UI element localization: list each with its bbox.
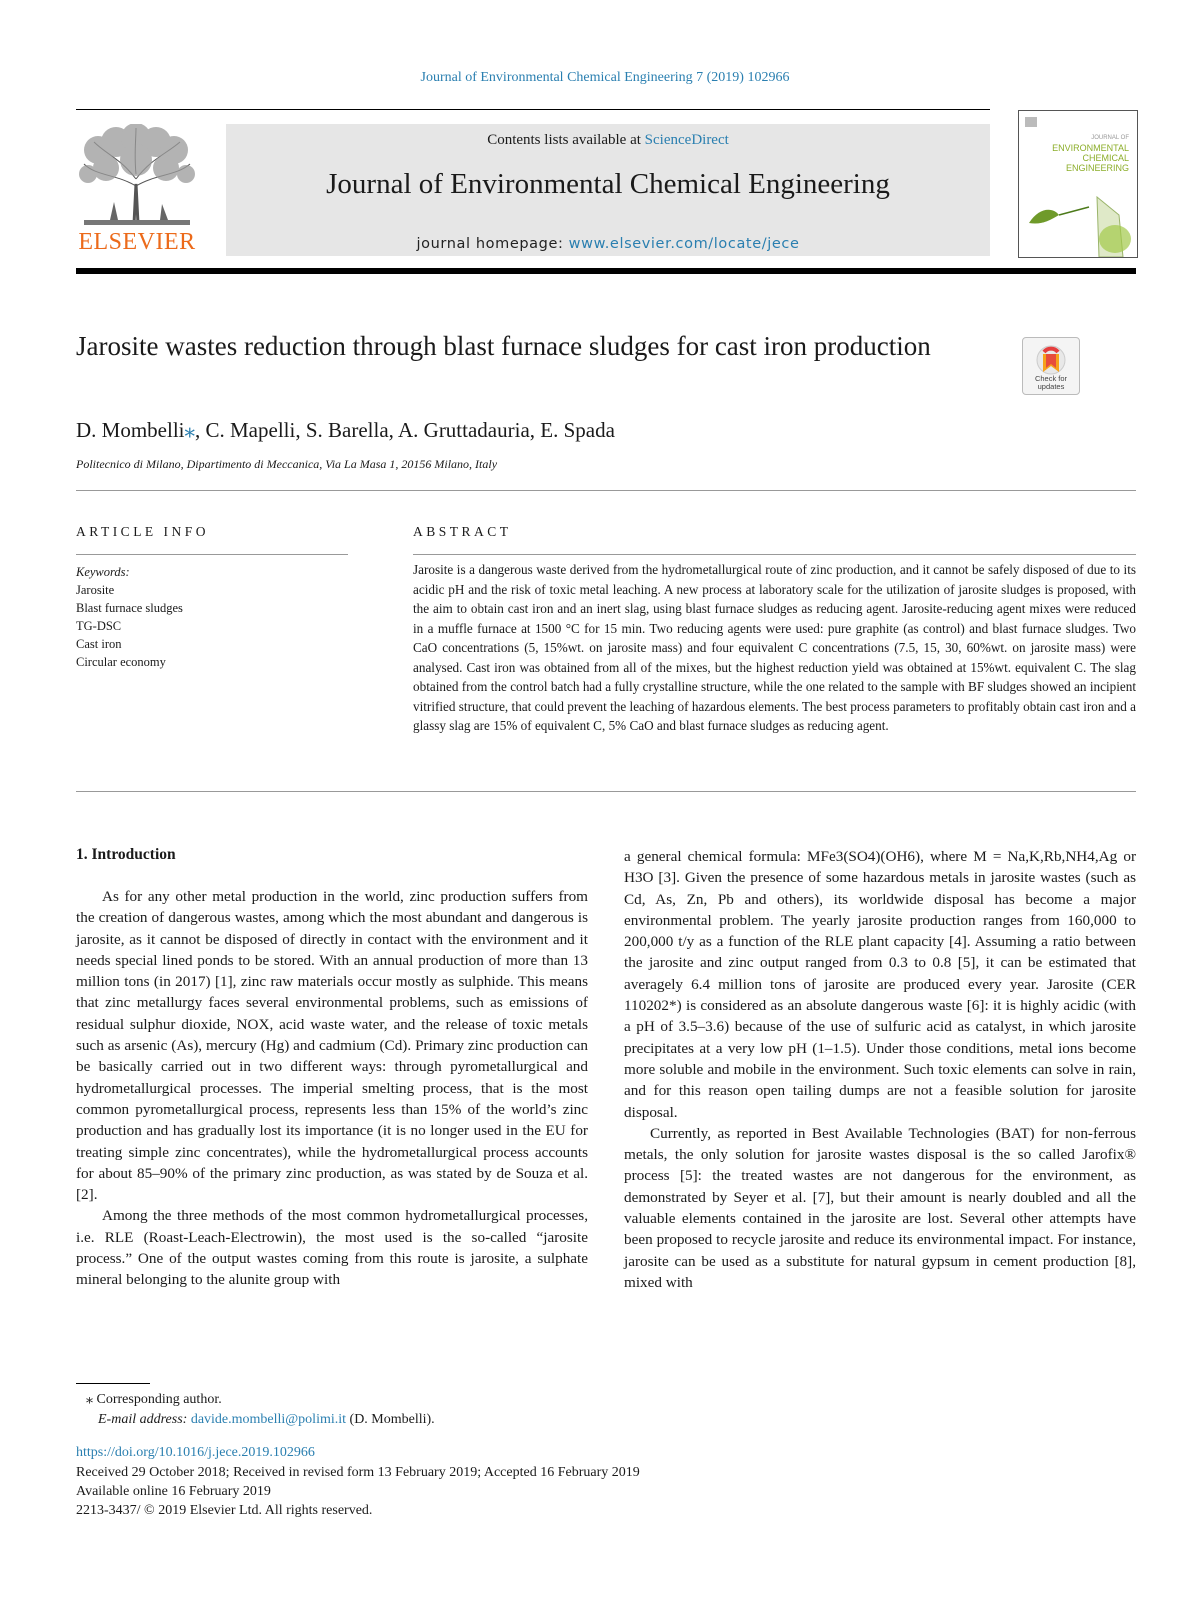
cover-title-line-3: CHEMICAL [1082, 153, 1129, 163]
keywords-block [76, 563, 348, 671]
cover-title-line-4: ENGINEERING [1065, 163, 1129, 173]
doi-link[interactable]: https://doi.org/10.1016/j.jece.2019.102966 [76, 1445, 315, 1460]
corresponding-author-mark[interactable]: ⁎ [184, 418, 195, 442]
author-name[interactable]: C. Mapelli [205, 418, 296, 442]
article-info-rule [76, 554, 348, 555]
email-suffix: (D. Mombelli). [346, 1412, 435, 1427]
contents-prefix: Contents lists available at [487, 132, 645, 148]
body-column-right [624, 846, 1136, 1293]
affiliation: Politecnico di Milano, Dipartimento di Meccanica, Via La Masa 1, 20156 Milano, Italy [76, 457, 498, 471]
copyright-notice: 2213-3437/ © 2019 Elsevier Ltd. All rights reserved. [76, 1503, 373, 1518]
keywords-label: Keywords: [76, 565, 130, 579]
homepage-line [226, 236, 990, 252]
elsevier-wordmark: ELSEVIER [78, 229, 196, 255]
article-info-heading: ARTICLE INFO [76, 524, 210, 539]
paragraph: a general chemical formula: MFe3(SO4)(OH6), where M = Na,K,Rb,NH4,Ag or H3O [3]. Given the presence of some hazardous metals in jarosite wastes (such as Cd, As, Zn, Pb and others), its worldwide disposal has become a major environmental problem. The yearly jarosite production ranges from 160,000 to 200,000 t/y as a function of the RLE plant capacity [4]. Assuming a ratio between the jarosite and zinc output ranged from 0.3 to 0.8 [5], it can be estimated that averagely 6.4 million tons of jarosite are produced every year. Jarosite (CER 110202*) is considered as an absolute dangerous waste [6]: it is highly acidic (with a pH of 3.5–3.6) because of the use of sulfuric acid as catalyst, in which jarosite precipitates at a very low pH (1–1.5). Under those conditions, metal ions become more soluble and mobile in the environment. Such toxic elements can solve in rain, and for this reason open tailing dumps are not a feasible solution for jarosite disposal. [624, 848, 1136, 1121]
cover-leaf-flask-icon [1019, 111, 1137, 257]
abstract-divider [76, 791, 1136, 792]
body-column-left [76, 886, 588, 1291]
header-thick-rule [76, 268, 1136, 274]
author-name[interactable]: E. Spada [540, 418, 615, 442]
article-title: Jarosite wastes reduction through blast furnace sludges for cast iron production [76, 331, 931, 361]
abstract-heading: ABSTRACT [413, 524, 512, 539]
author-name[interactable]: A. Gruttadauria [397, 418, 530, 442]
elsevier-logo [76, 124, 198, 256]
paragraph: Among the three methods of the most common hydrometallurgical processes, i.e. RLE (Roast-Leach-Electrowin), the most used is the so-called “jarosite process.” One of the output wastes coming from this route is jarosite, a sulphate mineral belonging to the alunite group with [76, 1207, 588, 1289]
received-dates: Received 29 October 2018; Received in revised form 13 February 2019; Accepted 16 February 2019 [76, 1465, 640, 1480]
keyword-item: Jarosite [76, 583, 115, 597]
author-name[interactable]: S. Barella [305, 418, 389, 442]
keyword-item: Blast furnace sludges [76, 601, 183, 615]
corresponding-author-footnote: ⁎ Corresponding author. [86, 1392, 222, 1407]
author-list: D. Mombelli⁎, C. Mapelli, S. Barella, A. Gruttadauria, E. Spada [76, 418, 615, 442]
journal-cover-thumbnail[interactable] [1018, 110, 1138, 258]
journal-masthead [226, 124, 990, 256]
paragraph: Currently, as reported in Best Available Technologies (BAT) for non-ferrous metals, the only solution for jarosite wastes disposal is the so called Jarofix® process [5]: the treated wastes are not dangerous for the environment, as demonstrated by Seyer et al. [7], but their amount is nearly doubled and all the valuable elements contained in the jarosite are lost. Several other attempts have been proposed to recycle jarosite and reduce its environmental impact. For instance, jarosite can be used as a substitute for natural gypsum in cement production [8], mixed with [624, 1124, 1136, 1291]
cover-title-line-1: JOURNAL OF [1091, 135, 1129, 141]
abstract-text: Jarosite is a dangerous waste derived from the hydrometallurgical route of zinc production, and it cannot be safely disposed of due to its acidic pH and the risk of toxic metal leaching. A new process at laboratory scale for the utilization of jarosite sludges is proposed, with the aim to obtain cast iron and an inert slag, using blast furnace sludges as reducing agent. Jarosite-reducing agent mixes were reduced in a muffle furnace at 1500 °C for 15 min. Two reducing agents were used: pure graphite (as control) and blast furnace sludges. Two CaO concentrations (5, 15%wt. on jarosite mass) and four equivalent C concentrations (7.5, 15, 30, 60%wt. on jarosite mass) were analysed. Cast iron was obtained from all of the mixes, but the highest reduction yield was obtained at 15%wt. equivalent C. The slag obtained from the control batch had a fully crystalline structure, while the one related to the sample with BF sludges showed an incipient vitrified structure, that could prevent the leaching of hazardous elements. The best process parameters to profitably obtain cast iron and a glassy slag are 15% of equivalent C, 5% CaO and blast furnace sludges as reducing agent. [413, 562, 1136, 733]
available-online-date: Available online 16 February 2019 [76, 1484, 271, 1499]
journal-title: Journal of Environmental Chemical Engineering [326, 168, 890, 200]
journal-reference-link[interactable]: Journal of Environmental Chemical Engineering 7 (2019) 102966 [420, 70, 790, 85]
email-label: E-mail address: [98, 1412, 191, 1427]
email-link[interactable]: davide.mombelli@polimi.it [190, 1412, 347, 1427]
keyword-item: Cast iron [76, 637, 122, 651]
cover-title-line-2: ENVIRONMENTAL [1052, 143, 1129, 153]
title-divider [76, 490, 1136, 491]
check-for-updates-label: Check for updates [1034, 374, 1068, 391]
elsevier-tree-icon [76, 124, 198, 228]
email-footnote [98, 1412, 435, 1428]
check-for-updates-badge[interactable] [1022, 337, 1080, 395]
keyword-item: TG-DSC [76, 619, 122, 633]
keyword-item: Circular economy [76, 655, 166, 669]
footnote-rule [76, 1383, 150, 1384]
introduction-heading: 1. Introduction [76, 846, 176, 863]
author-name[interactable]: D. Mombelli [76, 418, 185, 442]
top-rule [76, 109, 990, 110]
abstract-rule [413, 554, 1136, 555]
homepage-link[interactable]: www.elsevier.com/locate/jece [568, 236, 800, 252]
sciencedirect-link[interactable]: ScienceDirect [644, 132, 729, 148]
contents-line [226, 132, 990, 149]
homepage-prefix: journal homepage: [416, 236, 569, 252]
paragraph: As for any other metal production in the world, zinc production suffers from the creation of dangerous wastes, among which the most abundant and dangerous is jarosite, as it cannot be disposed of directly in contact with the environment and it needs special lined ponds to be stored. With an annual production of more than 13 million tons (in 2017) [1], zinc raw materials occur mostly as sulphide. This means that zinc metallurgy faces several environmental problems, such as emissions of residual sulphur dioxide, NOX, acid waste water, and the release of toxic metals such as arsenic (As), mercury (Hg) and cadmium (Cd). Primary zinc production can be basically carried out in two different ways: through pyrometallurgical and hydrometallurgical processes. The imperial smelting process, that is the most common pyrometallurgical process, represents less than 15% of the world’s zinc production and has gradually lost its importance (it is no longer used in the EU for treating simple zinc concentrates), while the hydrometallurgical process accounts for about 85–90% of the primary zinc production, as was stated by de Souza et al. [2]. [76, 888, 588, 1204]
